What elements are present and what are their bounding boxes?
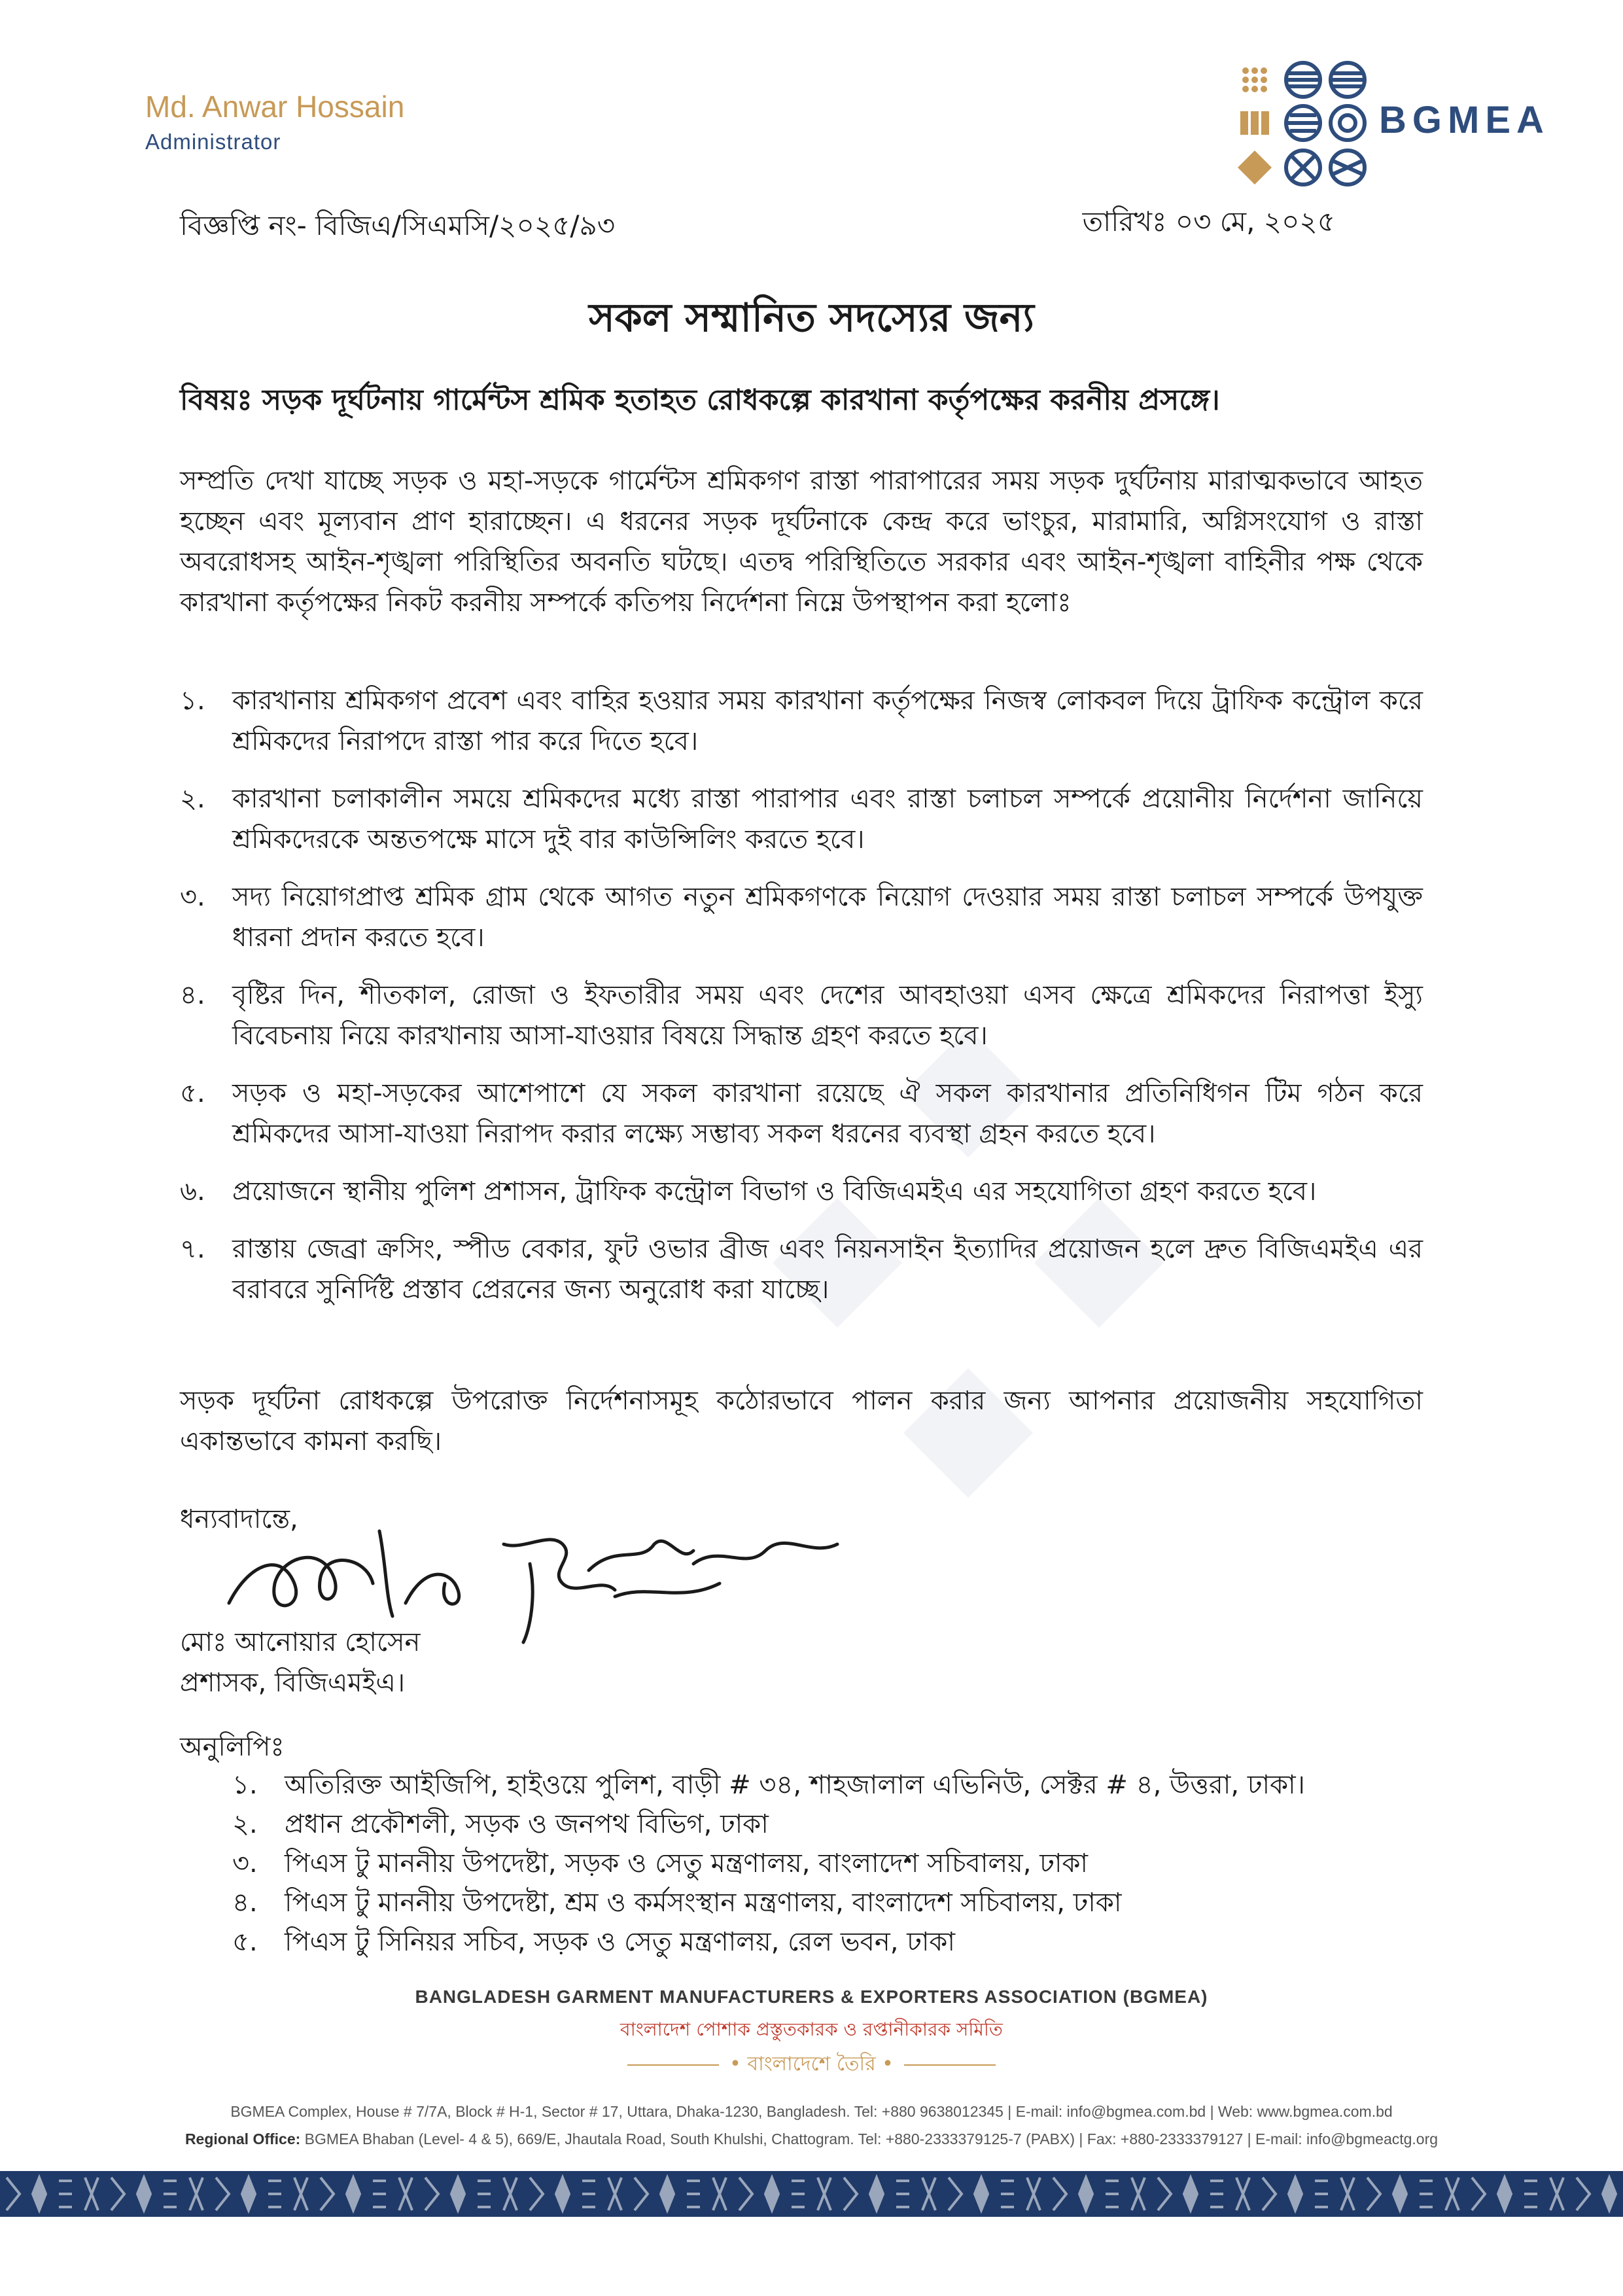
regional-office-address bbox=[0, 2130, 1623, 2148]
tagline: • বাংলাদেশে তৈরি • bbox=[729, 2053, 894, 2075]
list-item-number: ৩. bbox=[232, 1848, 258, 1879]
list-item-number: ৪. bbox=[232, 1888, 258, 1918]
list-item-number: ২. bbox=[232, 1809, 258, 1839]
list-item bbox=[180, 1229, 1423, 1310]
list-item-number: ৫. bbox=[180, 1078, 205, 1108]
cc-list bbox=[232, 1765, 1305, 1962]
page-title: সকল সম্মানিত সদস্যের জন্য bbox=[589, 295, 1034, 341]
list-item-text: কারখানায় শ্রমিকগণ প্রবেশ এবং বাহির হওয়ার সময় কারখানা কর্তৃপক্ষের নিজস্ব লোকবল দিয়ে ট্রাফিক কন্ট্রোল করে শ্রমিকদের নিরাপদে রাস্তা পার করে দিতে হবে। bbox=[232, 686, 1423, 756]
list-item-number: ৪. bbox=[180, 980, 205, 1010]
list-item-text: প্রধান প্রকৌশলী, সড়ক ও জনপথ বিভিগ, ঢাকা bbox=[285, 1809, 769, 1839]
organization-name-bangla: বাংলাদেশ পোশাক প্রস্তুতকারক ও রপ্তানীকারক সমিতি bbox=[620, 2019, 1003, 2040]
head-office-address: BGMEA Complex, House # 7/7A, Block # H-1, Sector # 17, Uttara, Dhaka-1230, Bangladesh. Tel: +880 9638012345 | E-mail: info@bgmea.com.bd | Web: www.bgmea.com.bd bbox=[230, 2103, 1393, 2120]
logo-wordmark: BGMEA bbox=[1379, 99, 1550, 141]
administrator-name: Md. Anwar Hossain bbox=[145, 90, 405, 124]
list-item bbox=[180, 779, 1423, 860]
list-item-text: সড়ক ও মহা-সড়কের আশেপাশে যে সকল কারখানা রয়েছে ঐ সকল কারখানার প্রতিনিধিগন টিম গঠন করে শ্রমিকদের আসা-যাওয়া নিরাপদ করার লক্ষ্যে সম্ভাব্য সকল ধরনের ব্যবস্থা গ্রহন করতে হবে। bbox=[232, 1078, 1423, 1149]
list-item bbox=[180, 877, 1423, 958]
list-item-text: পিএস টু সিনিয়র সচিব, সড়ক ও সেতু মন্ত্রণালয়, রেল ভবন, ঢাকা bbox=[285, 1927, 956, 1957]
list-item-text: রাস্তায় জেব্রা ক্রসিং, স্পীড বেকার, ফুট ওভার ব্রীজ এবং নিয়নসাইন ইত্যাদির প্রয়োজন হলে দ্রুত বিজিএমইএ এর বরাবরে সুনির্দিষ্ট প্রস্তাব প্রেরনের জন্য অনুরোধ করা যাচ্ছে। bbox=[232, 1234, 1423, 1305]
list-item-text: পিএস টু মাননীয় উপদেষ্টা, সড়ক ও সেতু মন্ত্রণালয়, বাংলাদেশ সচিবালয়, ঢাকা bbox=[285, 1848, 1089, 1879]
list-item-number: ৩. bbox=[180, 882, 205, 912]
tagline-row bbox=[0, 2048, 1623, 2081]
divider bbox=[904, 2064, 996, 2066]
list-item-number: ২. bbox=[180, 784, 205, 814]
list-item-number: ৬. bbox=[180, 1176, 205, 1207]
memo-date: তারিখঃ ০৩ মে, ২০২৫ bbox=[1082, 205, 1335, 238]
list-item-number: ৭. bbox=[180, 1234, 205, 1264]
list-item bbox=[232, 1805, 1305, 1844]
regional-office-label: Regional Office: bbox=[184, 2130, 301, 2147]
list-item bbox=[232, 1765, 1305, 1805]
list-item bbox=[180, 1171, 1423, 1212]
directive-list bbox=[180, 680, 1423, 1327]
list-item-text: সদ্য নিয়োগপ্রাপ্ত শ্রমিক গ্রাম থেকে আগত নতুন শ্রমিকগণকে নিয়োগ দেওয়ার সময় রাস্তা চলাচল সম্পর্কে উপযুক্ত ধারনা প্রদান করতে হবে। bbox=[232, 882, 1423, 953]
list-item bbox=[180, 1073, 1423, 1154]
list-item bbox=[232, 1844, 1305, 1883]
divider bbox=[627, 2064, 719, 2066]
memo-number: বিজ্ঞপ্তি নং- বিজিএ/সিএমসি/২০২৫/৯৩ bbox=[180, 209, 616, 241]
list-item-text: পিএস টু মাননীয় উপদেষ্টা, শ্রম ও কর্মসংস্থান মন্ত্রণালয়, বাংলাদেশ সচিবালয়, ঢাকা bbox=[285, 1888, 1122, 1918]
closing-paragraph: সড়ক দূর্ঘটনা রোধকল্পে উপরোক্ত নির্দেশনাসমূহ কঠোরভাবে পালন করার জন্য আপনার প্রয়োজনীয় সহযোগিতা একান্তভাবে কামনা করছি। bbox=[180, 1386, 1423, 1457]
cc-label: অনুলিপিঃ bbox=[180, 1732, 285, 1762]
sign-off-greeting: ধন্যবাদান্তে, bbox=[180, 1504, 298, 1534]
list-item-number: ১. bbox=[232, 1770, 258, 1800]
list-item-text: অতিরিক্ত আইজিপি, হাইওয়ে পুলিশ, বাড়ী # ৩৪, শাহজালাল এভিনিউ, সেক্টর # ৪, উত্তরা, ঢাকা। bbox=[285, 1770, 1305, 1800]
organization-name-english: BANGLADESH GARMENT MANUFACTURERS & EXPORTERS ASSOCIATION (BGMEA) bbox=[415, 1987, 1208, 2007]
subject-line: বিষয়ঃ সড়ক দূর্ঘটনায় গার্মেন্টস শ্রমিক হতাহত রোধকল্পে কারখানা কর্তৃপক্ষের করনীয় প্রসঙ্গে। bbox=[180, 383, 1220, 417]
list-item-text: কারখানা চলাকালীন সময়ে শ্রমিকদের মধ্যে রাস্তা পারাপার এবং রাস্তা চলাচল সম্পর্কে প্রয়োনীয় নির্দেশনা জানিয়ে শ্রমিকদেরকে অন্ততপক্ষে মাসে দুই বার কাউন্সিলিং করতে হবে। bbox=[232, 784, 1423, 855]
signer-name: মোঃ আনোয়ার হোসেন bbox=[180, 1627, 421, 1657]
list-item-text: বৃষ্টির দিন, শীতকাল, রোজা ও ইফতারীর সময় এবং দেশের আবহাওয়া এসব ক্ষেত্রে শ্রমিকদের নিরাপত্তা ইস্যু বিবেচনায় নিয়ে কারখানায় আসা-যাওয়ার বিষয়ে সিদ্ধান্ত গ্রহণ করতে হবে। bbox=[232, 980, 1423, 1051]
list-item bbox=[180, 975, 1423, 1056]
footer-pattern-band bbox=[0, 2171, 1623, 2217]
list-item bbox=[232, 1883, 1305, 1922]
signer-title: প্রশাসক, বিজিএমইএ। bbox=[180, 1668, 406, 1698]
intro-paragraph: সম্প্রতি দেখা যাচ্ছে সড়ক ও মহা-সড়কে গার্মেন্টস শ্রমিকগণ রাস্তা পারাপারের সময় সড়ক দুর্ঘটনায় মারাত্মকভাবে আহত হচ্ছেন এবং মূল্যবান প্রাণ হারাচ্ছেন। এ ধরনের সড়ক দূর্ঘটনাকে কেন্দ্র করে ভাংচুর, মারামারি, অগ্নিসংযোগ ও রাস্তা অবরোধসহ আইন-শৃঙ্খলা পরিস্থিতির অবনতি ঘটছে। এতদ্ব পরিস্থিতিতে সরকার এবং আইন-শৃঙ্খলা বাহিনীর পক্ষ থেকে কারখানা কর্তৃপক্ষের নিকট করনীয় সম্পর্কে কতিপয় নির্দেশনা নিম্নে উপস্থাপন করা হলোঃ bbox=[180, 466, 1423, 618]
list-item bbox=[180, 680, 1423, 762]
list-item bbox=[232, 1922, 1305, 1962]
administrator-title: Administrator bbox=[145, 130, 281, 154]
regional-office-text: BGMEA Bhaban (Level- 4 & 5), 669/E, Jhautala Road, South Khulshi, Chattogram. Tel: +880-2333379125-7 (PABX) | Fax: +880-2333379127 | E-mail: info@bgmeactg.org bbox=[300, 2130, 1439, 2147]
list-item-text: প্রয়োজনে স্থানীয় পুলিশ প্রশাসন, ট্রাফিক কন্ট্রোল বিভাগ ও বিজিএমইএ এর সহযোগিতা গ্রহণ করতে হবে। bbox=[232, 1176, 1317, 1207]
list-item-number: ১. bbox=[180, 686, 205, 716]
list-item-number: ৫. bbox=[232, 1927, 258, 1957]
